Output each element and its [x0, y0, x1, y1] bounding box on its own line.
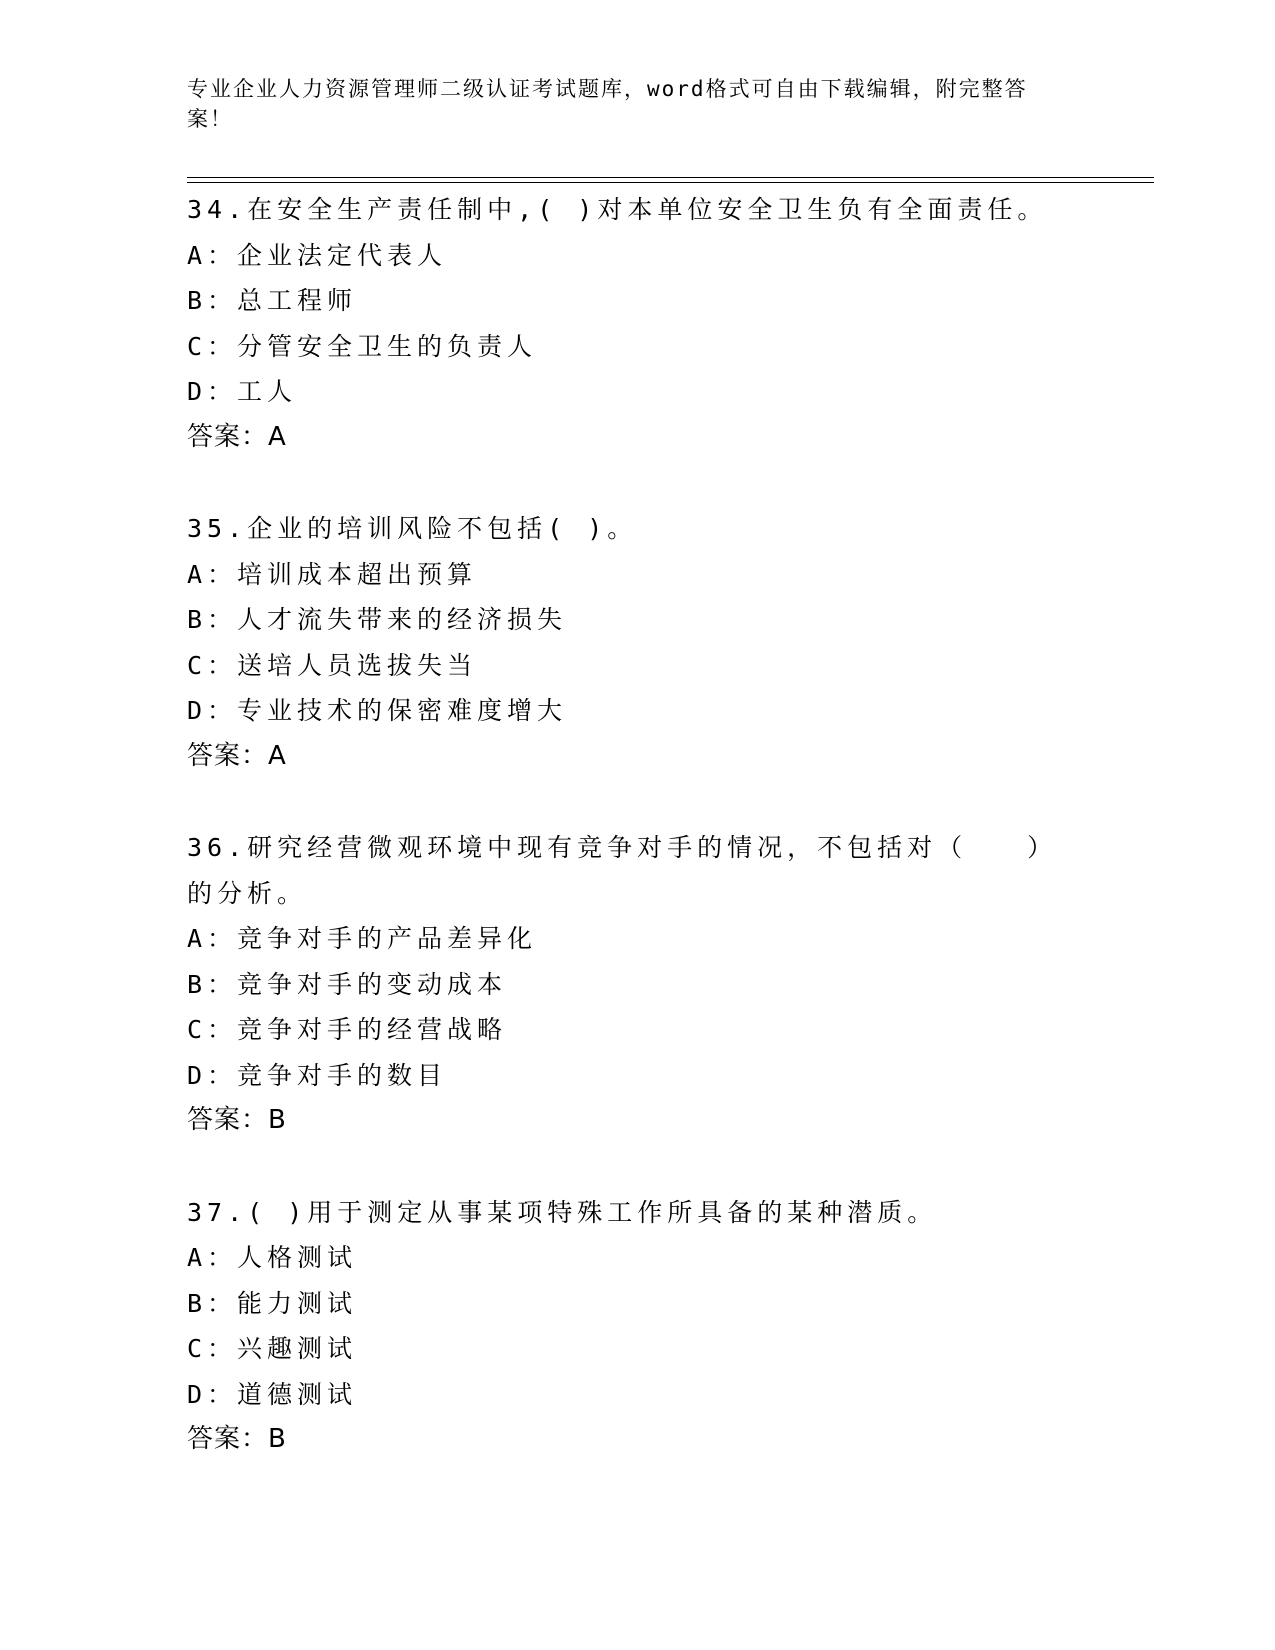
option-d: D：道德测试: [187, 1379, 358, 1409]
question-35: [187, 506, 1087, 779]
option-b: B：人才流失带来的经济损失: [187, 605, 568, 634]
option-a: A：培训成本超出预算: [187, 559, 478, 589]
option-b: B：总工程师: [187, 286, 358, 315]
question-36: [187, 825, 1087, 1144]
header-divider-bottom: [187, 182, 1154, 183]
question-37: [187, 1190, 1087, 1463]
option-c: C：竞争对手的经营战略: [187, 1015, 508, 1044]
option-a: A：企业法定代表人: [187, 240, 448, 270]
option-d: D：工人: [187, 377, 298, 406]
question-34: [187, 187, 1087, 460]
question-stem: 37.( )用于测定从事某项特殊工作所具备的某种潜质。: [187, 1197, 938, 1227]
answer-line: 答案：B: [187, 1424, 287, 1454]
question-stem: 35.企业的培训风险不包括( )。: [187, 514, 638, 543]
question-stem: 34.在安全生产责任制中,( )对本单位安全卫生负有全面责任。: [187, 195, 1048, 224]
question-list: [187, 187, 1087, 1509]
header-divider-top: [187, 177, 1154, 178]
option-c: C：分管安全卫生的负责人: [187, 331, 538, 361]
option-b: B：能力测试: [187, 1288, 358, 1318]
question-stem: 36.研究经营微观环境中现有竞争对手的情况，不包括对（ ）的分析。: [187, 833, 1058, 908]
document-header: 专业企业人力资源管理师二级认证考试题库，word格式可自由下载编辑，附完整答案！: [187, 77, 1028, 131]
option-c: C：送培人员选拔失当: [187, 650, 478, 680]
option-a: A：人格测试: [187, 1243, 358, 1272]
answer-line: 答案：B: [187, 1105, 287, 1135]
option-c: C：兴趣测试: [187, 1334, 358, 1363]
option-d: D：竞争对手的数目: [187, 1060, 448, 1090]
option-a: A：竞争对手的产品差异化: [187, 924, 538, 953]
answer-line: 答案：A: [187, 740, 287, 771]
option-d: D：专业技术的保密难度增大: [187, 696, 568, 725]
option-b: B：竞争对手的变动成本: [187, 969, 508, 999]
answer-line: 答案：A: [187, 421, 287, 452]
